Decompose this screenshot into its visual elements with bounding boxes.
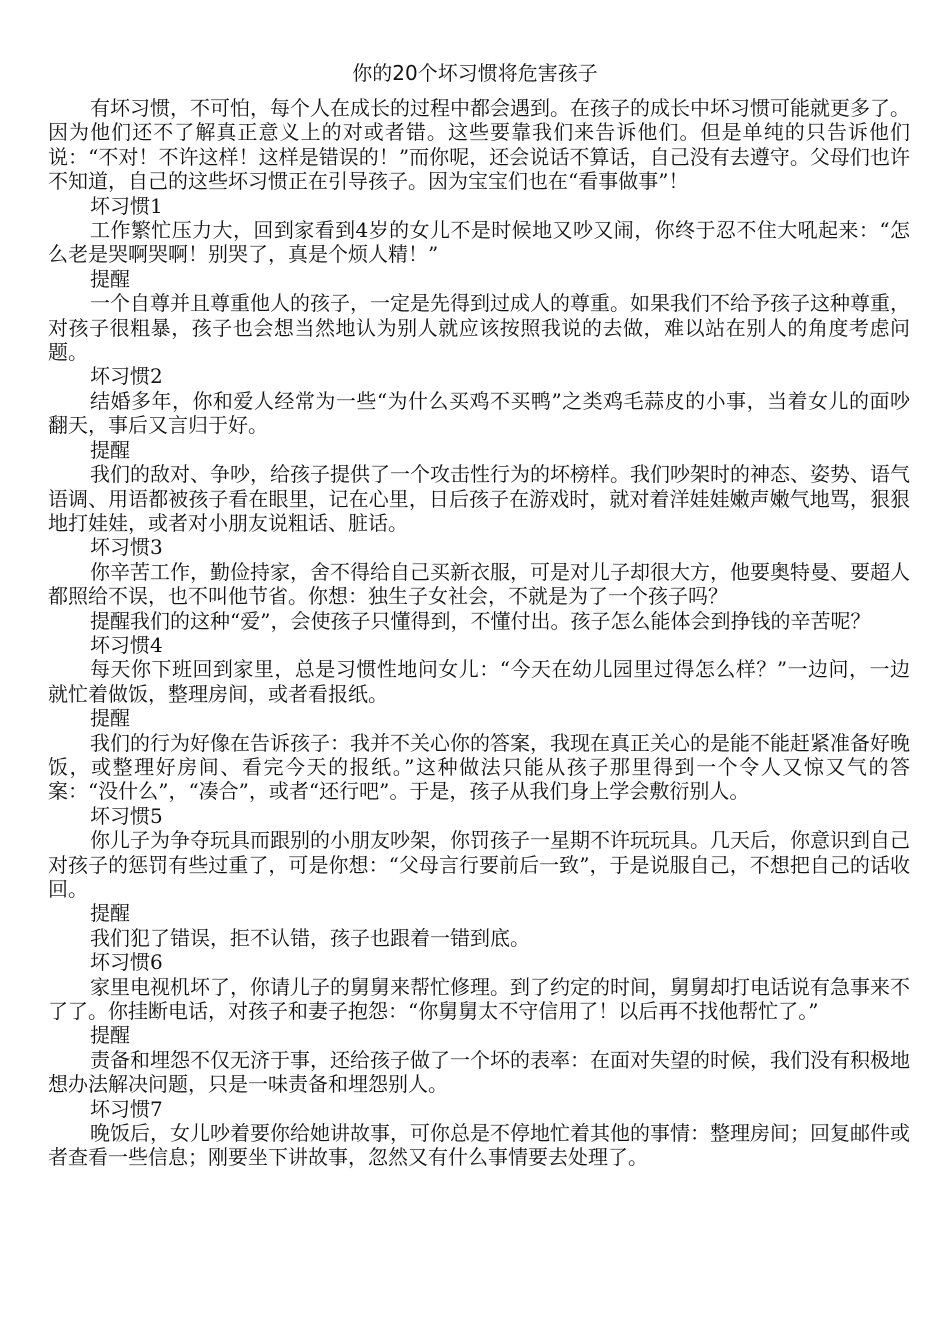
reminder-text-6: 责备和埋怨不仅无济于事，还给孩子做了一个坏的表率：在面对失望的时候，我们没有积极地想办法解决问题，只是一味责备和埋怨别人。 [48,1047,910,1097]
reminder-text-3: 提醒我们的这种“爱”，会使孩子只懂得到，不懂付出。孩子怎么能体会到挣钱的辛苦呢？ [90,608,871,633]
habit-description-2: 结婚多年，你和爱人经常为一些“为什么买鸡不买鸭”之类鸡毛蒜皮的小事，当着女儿的面吵翻天，事后又言归于好。 [48,388,910,438]
habit-heading-3: 坏习惯3 [90,535,163,560]
habit-heading-2: 坏习惯2 [90,364,163,389]
habit-heading-6: 坏习惯6 [90,950,163,975]
reminder-text-4: 我们的行为好像在告诉孩子：我并不关心你的答案，我现在真正关心的是能不能赶紧准备好晚饭，或整理好房间、看完今天的报纸。”这种做法只能从孩子那里得到一个令人又惊又气的答案：“没什么”，“凑合”，或者“还行吧”。于是，孩子从我们身上学会敷衍别人。 [48,730,910,804]
reminder-text-2: 我们的敌对、争吵，给孩子提供了一个攻击性行为的坏榜样。我们吵架时的神态、姿势、语气语调、用语都被孩子看在眼里，记在心里，日后孩子在游戏时，就对着洋娃娃嫩声嫩气地骂，狠狠地打娃娃，或者对小朋友说粗话、脏话。 [48,462,910,535]
habit-description-6: 家里电视机坏了，你请儿子的舅舅来帮忙修理。到了约定的时间，舅舅却打电话说有急事来不了了。你挂断电话，对孩子和妻子抱怨：“你舅舅太不守信用了！以后再不找他帮忙了。” [48,974,910,1024]
habit-heading-1: 坏习惯1 [90,193,163,218]
reminder-heading-5: 提醒 [90,901,130,926]
habit-heading-4: 坏习惯4 [90,632,163,657]
reminder-heading-2: 提醒 [90,437,130,462]
reminder-text-5: 我们犯了错误，拒不认错，孩子也跟着一错到底。 [90,925,530,950]
reminder-text-1: 一个自尊并且尊重他人的孩子，一定是先得到过成人的尊重。如果我们不给予孩子这种尊重，对孩子很粗暴，孩子也会想当然地认为别人就应该按照我说的去做，难以站在别人的角度考虑问题。 [48,291,910,365]
habit-description-5: 你儿子为争夺玩具而跟别的小朋友吵架，你罚孩子一星期不许玩玩具。几天后，你意识到自己对孩子的惩罚有些过重了，可是你想：“父母言行要前后一致”，于是说服自己，不想把自己的话收回。 [48,828,910,901]
intro-paragraph: 有坏习惯，不可怕，每个人在成长的过程中都会遇到。在孩子的成长中坏习惯可能就更多了。因为他们还不了解真正意义上的对或者错。这些要靠我们来告诉他们。但是单纯的只告诉他们说：“不对！不许这样！这样是错误的！”而你呢，还会说话不算话，自己没有去遵守。父母们也许不知道，自己的这些坏习惯正在引导孩子。因为宝宝们也在“看事做事”！ [48,96,910,194]
document-body [48,96,910,1170]
reminder-heading-4: 提醒 [90,706,130,731]
document-title: 你的20个坏习惯将危害孩子 [352,61,598,85]
reminder-heading-1: 提醒 [90,266,130,291]
habit-description-1: 工作繁忙压力大，回到家看到4岁的女儿不是时候地又吵又闹，你终于忍不住大吼起来：“怎么老是哭啊哭啊！别哭了，真是个烦人精！” [48,218,910,267]
habit-description-3: 你辛苦工作，勤俭持家，舍不得给自己买新衣服，可是对儿子却很大方，他要奥特曼、要超人都照给不误，也不叫他节省。你想：独生子女社会，不就是为了一个孩子吗？ [48,559,910,609]
reminder-heading-6: 提醒 [90,1023,130,1048]
habit-description-7: 晚饭后，女儿吵着要你给她讲故事，可你总是不停地忙着其他的事情：整理房间；回复邮件或者查看一些信息；刚要坐下讲故事，忽然又有什么事情要去处理了。 [48,1121,910,1170]
habit-description-4: 每天你下班回到家里，总是习惯性地问女儿：“今天在幼儿园里过得怎么样？”一边问，一边就忙着做饭，整理房间，或者看报纸。 [48,657,910,706]
habit-heading-5: 坏习惯5 [90,803,163,828]
habit-heading-7: 坏习惯7 [90,1096,163,1121]
